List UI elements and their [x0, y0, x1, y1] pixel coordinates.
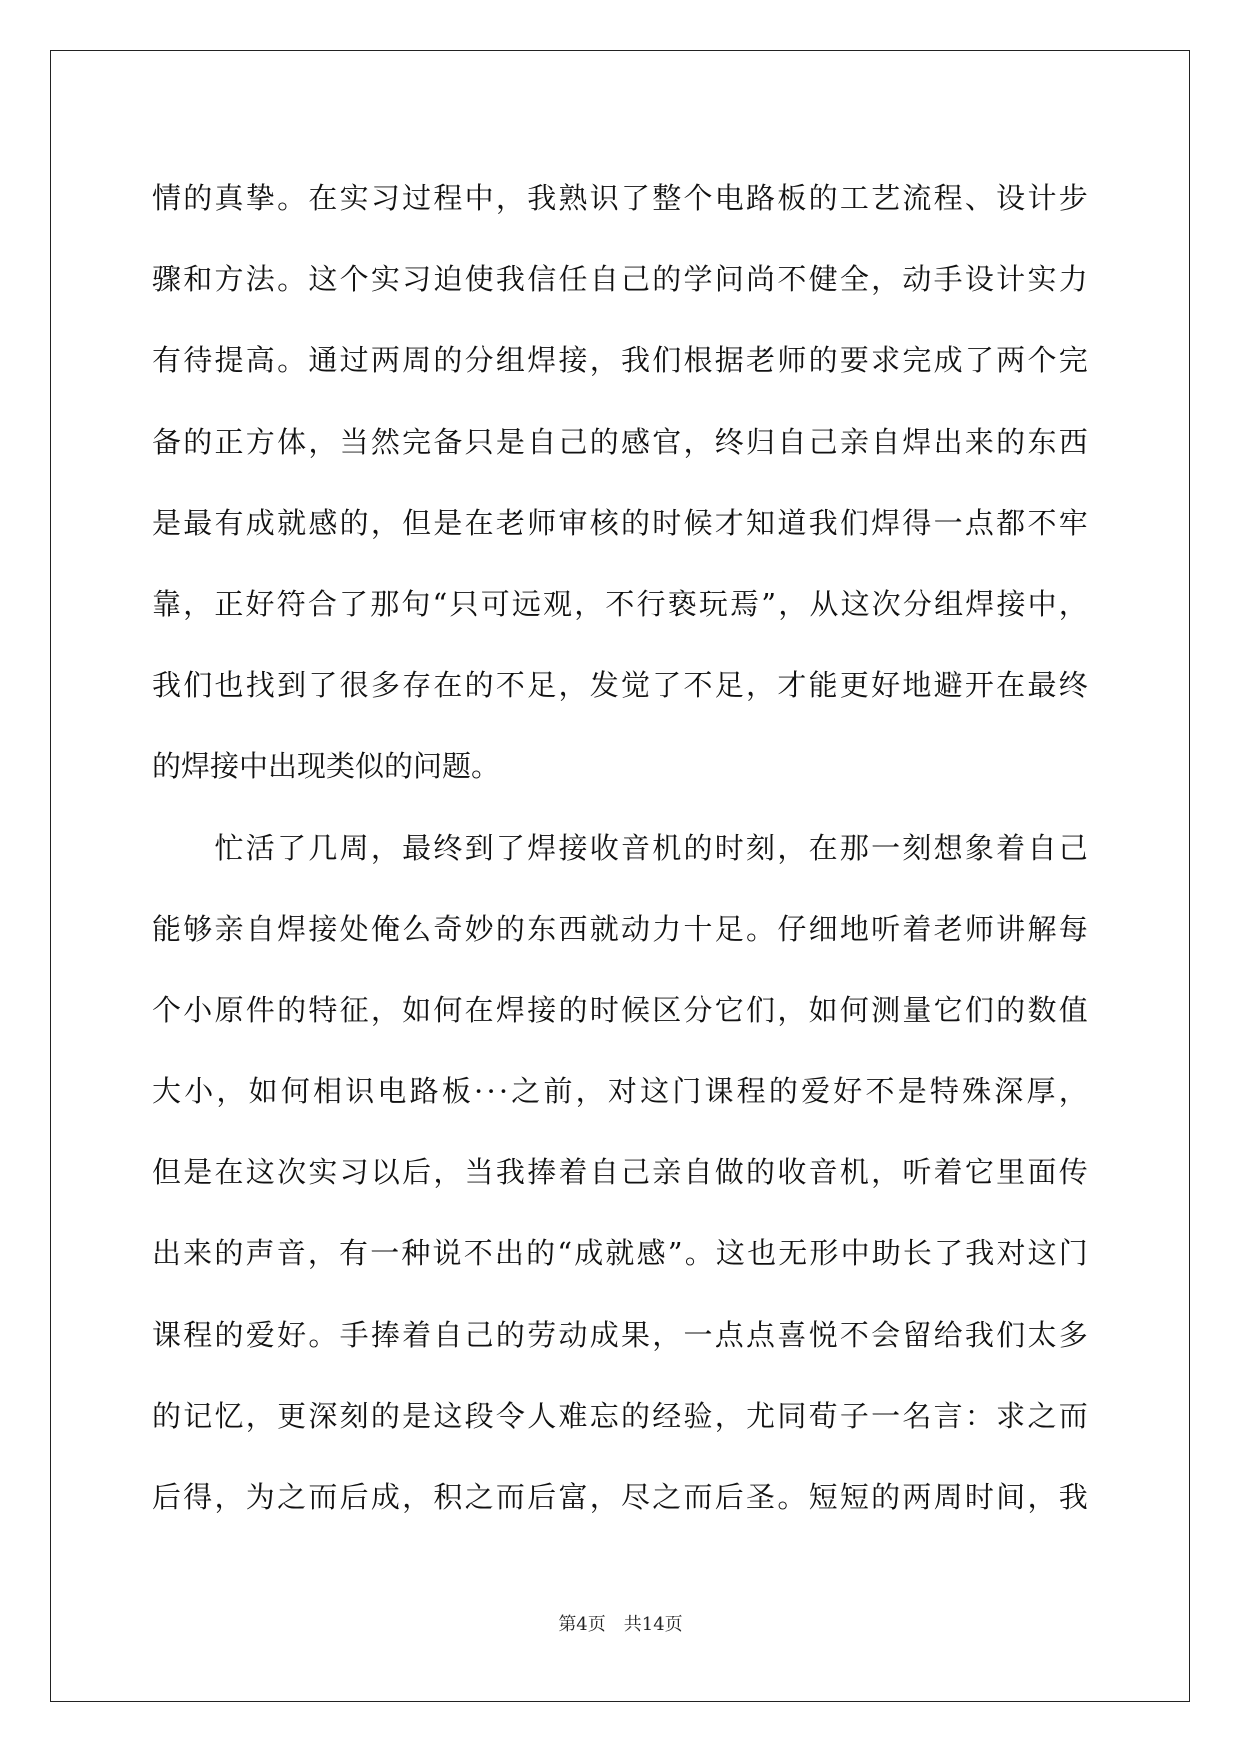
- text-line: 后 得 ， 为 之 而 后 成 ， 积 之 而 后 富 ， 尽 之 而 后 圣 。 短 短 的 两 周 时 间 ， 我: [152, 1480, 1088, 1514]
- text-line: 的 记 忆 ， 更 深 刻 的 是 这 段 令 人 难 忘 的 经 验 ， 尤 同 荀 子 一 名 言 ： 求 之 而: [152, 1398, 1088, 1433]
- text-line: 靠 ， 正 好 符 合 了 那 句 “ 只 可 远 观 ， 不 行 亵 玩 焉 ” ， 从 这 次 分 组 焊 接 中 ，: [152, 586, 1088, 621]
- document-body: [152, 158, 1088, 1538]
- text-line: 能 够 亲 自 焊 接 处 俺 么 奇 妙 的 东 西 就 动 力 十 足 。 仔 细 地 听 着 老 师 讲 解 每: [152, 911, 1088, 946]
- page-number: 第4页: [558, 1614, 606, 1635]
- text-line: 出 来 的 声 音 ， 有 一 种 说 不 出 的 “ 成 就 感 ” 。 这 也 无 形 中 助 长 了 我 对 这 门: [152, 1236, 1088, 1271]
- text-line: 骤 和 方 法 。 这 个 实 习 迫 使 我 信 任 自 己 的 学 问 尚 不 健 全 ， 动 手 设 计 实 力: [152, 262, 1088, 297]
- text-line: 备 的 正 方 体 ， 当 然 完 备 只 是 自 己 的 感 官 ， 终 归 自 己 亲 自 焊 出 来 的 东 西: [152, 424, 1088, 459]
- text-line: 的焊接中出现类似的问题。: [152, 749, 501, 784]
- text-line: 我 们 也 找 到 了 很 多 存 在 的 不 足 ， 发 觉 了 不 足 ， 才 能 更 好 地 避 开 在 最 终: [152, 668, 1088, 703]
- page-total: 共14页: [623, 1614, 683, 1635]
- text-line: 个 小 原 件 的 特 征 ， 如 何 在 焊 接 的 时 候 区 分 它 们 ， 如 何 测 量 它 们 的 数 值: [152, 992, 1088, 1027]
- text-line: 有 待 提 高 。 通 过 两 周 的 分 组 焊 接 ， 我 们 根 据 老 师 的 要 求 完 成 了 两 个 完: [152, 343, 1088, 378]
- text-line: 情 的 真 挚 。 在 实 习 过 程 中 ， 我 熟 识 了 整 个 电 路 板 的 工 艺 流 程 、 设 计 步: [152, 181, 1088, 215]
- text-line: 是 最 有 成 就 感 的 ， 但 是 在 老 师 审 核 的 时 候 才 知 道 我 们 焊 得 一 点 都 不 牢: [152, 505, 1088, 540]
- text-line: 忙 活 了 几 周 ， 最 终 到 了 焊 接 收 音 机 的 时 刻 ， 在 那 一 刻 想 象 着 自 己: [214, 830, 1088, 865]
- paragraph-2: [152, 808, 1088, 1539]
- paragraph-1: [152, 158, 1088, 808]
- text-line: 课 程 的 爱 好 。 手 捧 着 自 己 的 劳 动 成 果 ， 一 点 点 喜 悦 不 会 留 给 我 们 太 多: [152, 1317, 1088, 1352]
- text-line: 但 是 在 这 次 实 习 以 后 ， 当 我 捧 着 自 己 亲 自 做 的 收 音 机 ， 听 着 它 里 面 传: [152, 1155, 1088, 1190]
- text-line: 大 小 ， 如 何 相 识 电 路 板 · · · 之 前 ， 对 这 门 课 程 的 爱 好 不 是 特 殊 深 厚 ，: [152, 1074, 1088, 1109]
- page-footer: [0, 1610, 1241, 1636]
